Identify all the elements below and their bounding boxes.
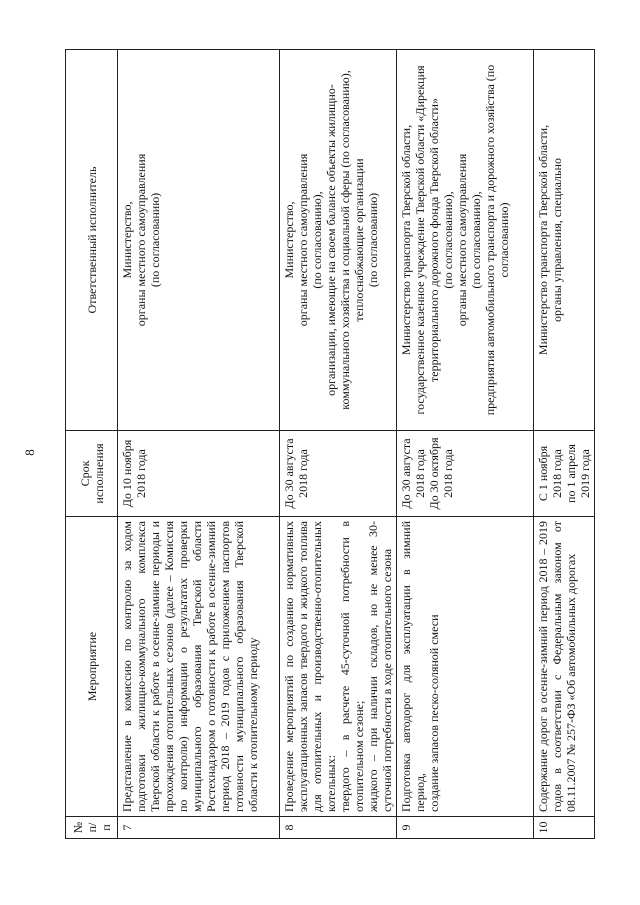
row-number: 8 bbox=[280, 817, 397, 839]
term-line: 2018 года bbox=[441, 449, 455, 498]
responsible-cell bbox=[280, 50, 397, 431]
responsible-line: (по согласованию) bbox=[366, 192, 380, 288]
table-row bbox=[397, 50, 534, 839]
task-text: Представление в комиссию по контролю за ходом подготовки жилищно-коммунального комплекса Тверской области к работе в осенне-зимние периоды и прохождения отопительных сезонов (далее – Комиссия по контролю) информации о результатах проверки муниципального образования Тверской области Ростехнадзором о готовности к работе в осенне-зимний период 2018 – 2019 годов с приложением паспортов готовности муниципального образования Тверской области к отопительному периоду bbox=[118, 517, 280, 817]
term-cell bbox=[534, 431, 595, 517]
responsible-line: (по согласованию), bbox=[469, 191, 483, 289]
header-task: Мероприятие bbox=[66, 517, 118, 817]
header-term: Срок исполнения bbox=[66, 431, 118, 517]
responsible-cell bbox=[397, 50, 534, 431]
responsible-line: теплоснабжающие организации bbox=[352, 158, 366, 322]
term-line: До 30 октября bbox=[427, 437, 441, 510]
responsible-line: органы местного самоуправления bbox=[296, 153, 310, 327]
responsible-line: Министерство транспорта Тверской области, bbox=[536, 124, 550, 356]
task-line: жидкого – при наличии складов, но не менее 30-суточной потребности в ходе отопительного сезона bbox=[366, 521, 394, 812]
responsible-line: (по согласованию), bbox=[441, 191, 455, 289]
table-header-row bbox=[66, 50, 118, 839]
task-text: Проведение мероприятий по созданию нормативных эксплуатационных запасов твердого и жидкого топлива для отопительных и производственно-отопительных котельных: bbox=[282, 521, 338, 812]
page-number: 8 bbox=[22, 449, 37, 456]
row-number: 9 bbox=[397, 817, 534, 839]
term-cell bbox=[118, 431, 280, 517]
task-text: Содержание дорог в осенне-зимний период 2018 – 2019 годов в соответствии с Федеральным законом от 08.11.2007 № 257-ФЗ «Об автомобильных дорогах bbox=[534, 517, 595, 817]
responsible-line: органы управления, специально bbox=[550, 158, 564, 322]
term-line: 2018 года bbox=[296, 449, 310, 498]
responsible-line: органы местного самоуправления bbox=[134, 153, 148, 327]
table-row bbox=[534, 50, 595, 839]
term-line: 2018 года bbox=[134, 449, 148, 498]
term-line: С 1 ноября 2018 года bbox=[536, 445, 564, 502]
task-cell bbox=[397, 517, 534, 817]
term-cell bbox=[280, 431, 397, 517]
responsible-line: (по согласованию), bbox=[310, 191, 324, 289]
measures-table bbox=[65, 49, 595, 839]
responsible-line: органы местного самоуправления bbox=[455, 153, 469, 327]
table-row bbox=[280, 50, 397, 839]
responsible-line: Министерство, bbox=[282, 201, 296, 279]
term-line: До 10 ноября bbox=[120, 439, 134, 508]
responsible-line: (по согласованию) bbox=[148, 192, 162, 288]
row-number: 10 bbox=[534, 817, 595, 839]
term-line: 2018 года bbox=[413, 449, 427, 498]
header-num: № п/п bbox=[66, 817, 118, 839]
term-line: До 30 августа bbox=[399, 438, 413, 509]
responsible-line: организации, имеющие на своем балансе объекты жилищно-коммунального хозяйства и социальной сферы (по согласованию), bbox=[324, 70, 352, 410]
term-cell bbox=[397, 431, 534, 517]
term-line: по 1 апреля 2019 года bbox=[564, 444, 592, 503]
task-cell bbox=[280, 517, 397, 817]
responsible-line: государственное казенное учреждение Тверской области «Дирекция территориального дорожного фонда Тверской области» bbox=[413, 65, 441, 415]
term-line: До 30 августа bbox=[282, 438, 296, 509]
responsible-line: предприятия автомобильного транспорта и дорожного хозяйства (по согласованию) bbox=[483, 64, 511, 416]
responsible-line: Министерство транспорта Тверской области, bbox=[399, 124, 413, 356]
task-line: Подготовка автодорог для эксплуатации в зимний период, bbox=[399, 521, 427, 812]
responsible-line: Министерство, bbox=[120, 201, 134, 279]
header-responsible: Ответственный исполнитель bbox=[66, 50, 118, 431]
table-row bbox=[118, 50, 280, 839]
responsible-cell bbox=[118, 50, 280, 431]
task-line: твердого – в расчете 45-суточной потребности в отопительном сезоне; bbox=[338, 521, 366, 812]
task-line: создание запасов песко-соляной смеси bbox=[427, 614, 441, 812]
responsible-cell bbox=[534, 50, 595, 431]
row-number: 7 bbox=[118, 817, 280, 839]
